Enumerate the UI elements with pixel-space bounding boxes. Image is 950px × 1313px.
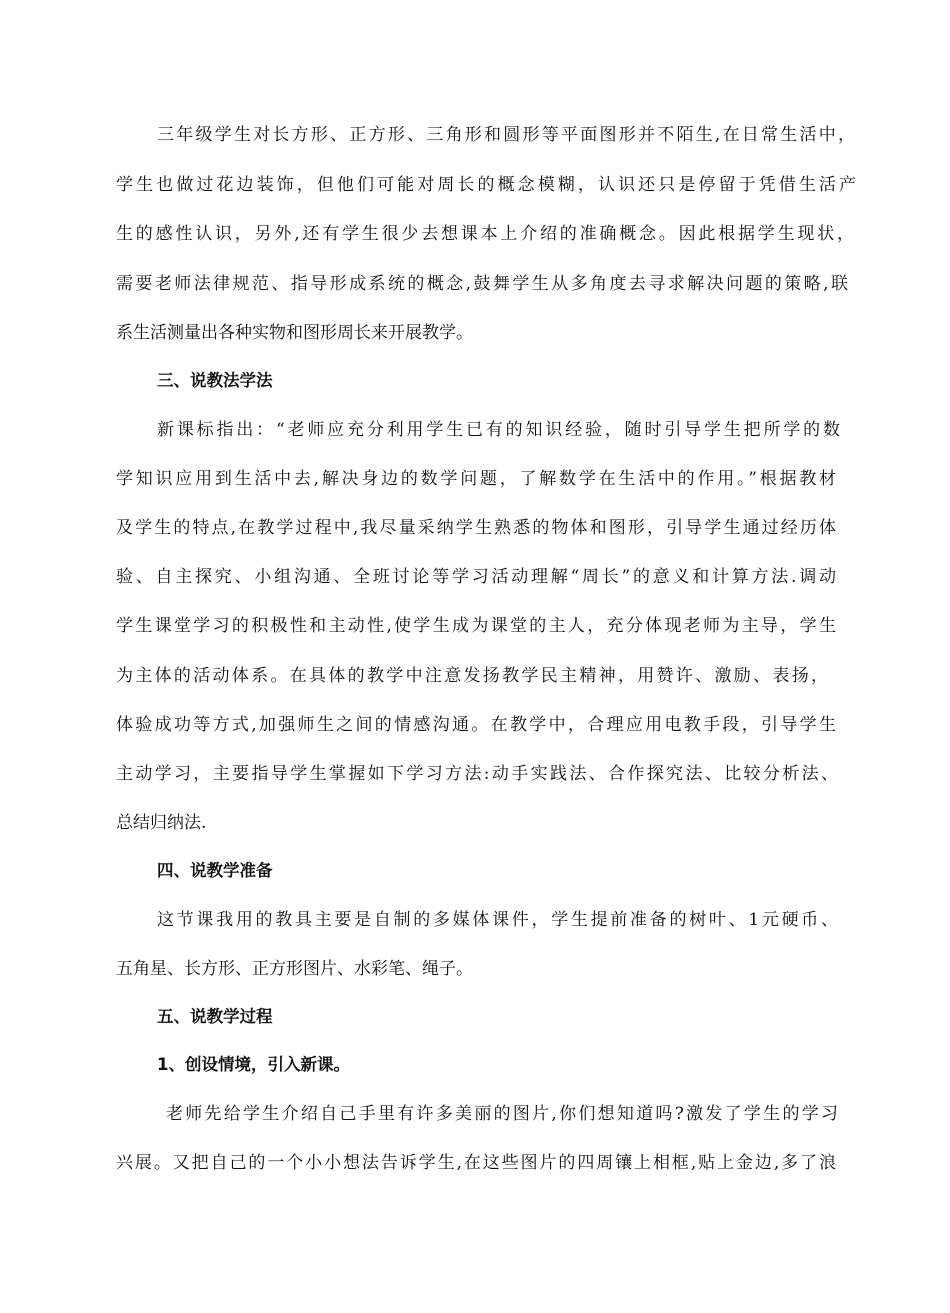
paragraph-line: 主动学习，主要指导学生掌握如下学习方法:动手实践法、合作探究法、比较分析法、	[116, 764, 838, 784]
paragraph-line: 学生课堂学习的积极性和主动性,使学生成为课堂的主人，充分体现老师为主导，学生	[116, 616, 836, 636]
paragraph-line: 这节课我用的教具主要是自制的多媒体课件，学生提前准备的树叶、1元硬币、	[157, 910, 838, 930]
paragraph-line: 总结归纳法.	[116, 813, 207, 833]
subsection-heading: 1、创设情境，引入新课。	[157, 1055, 350, 1074]
paragraph-line: 验、自主探究、小组沟通、全班讨论等学习活动理解“周长”的意义和计算方法.调动	[116, 567, 836, 587]
paragraph-line: 学生也做过花边装饰，但他们可能对周长的概念模糊，认识还只是停留于凭借生活产	[116, 175, 856, 195]
paragraph-line: 兴展。又把自己的一个小小想法告诉学生,在这些图片的四周镶上相框,贴上金边,多了浪	[116, 1153, 836, 1173]
paragraph-line: 及学生的特点,在教学过程中,我尽量采纳学生熟悉的物体和图形，引导学生通过经历体	[116, 518, 836, 538]
paragraph-line: 新课标指出：“老师应充分利用学生已有的知识经验，随时引导学生把所学的数	[157, 420, 840, 440]
paragraph-line: 三年级学生对长方形、正方形、三角形和圆形等平面图形并不陌生,在日常生活中，	[157, 125, 855, 145]
paragraph-line: 五角星、长方形、正方形图片、水彩笔、绳子。	[116, 959, 473, 979]
paragraph-line: 生的感性认识，另外,还有学生很少去想课本上介绍的准确概念。因此根据学生现状，	[116, 224, 854, 244]
paragraph-line: 为主体的活动体系。在具体的教学中注意发扬教学民主精神，用赞许、激励、表扬，	[116, 666, 828, 686]
paragraph-line: 需要老师法律规范、指导形成系统的概念,鼓舞学生从多角度去寻求解决问题的策略,联	[116, 274, 848, 294]
paragraph-line: 学知识应用到生活中去,解决身边的数学问题，了解数学在生活中的作用。”根据教材	[116, 469, 836, 489]
paragraph-line: 体验成功等方式,加强师生之间的情感沟通。在教学中，合理应用电教手段，引导学生	[116, 715, 836, 735]
section-heading: 四、说教学准备	[157, 861, 273, 880]
section-heading: 三、说教法学法	[157, 371, 273, 390]
paragraph-line: 老师先给学生介绍自己手里有许多美丽的图片,你们想知道吗?激发了学生的学习	[166, 1104, 838, 1124]
section-heading: 五、说教学过程	[157, 1007, 273, 1026]
paragraph-line: 系生活测量出各种实物和图形周长来开展教学。	[116, 323, 473, 343]
